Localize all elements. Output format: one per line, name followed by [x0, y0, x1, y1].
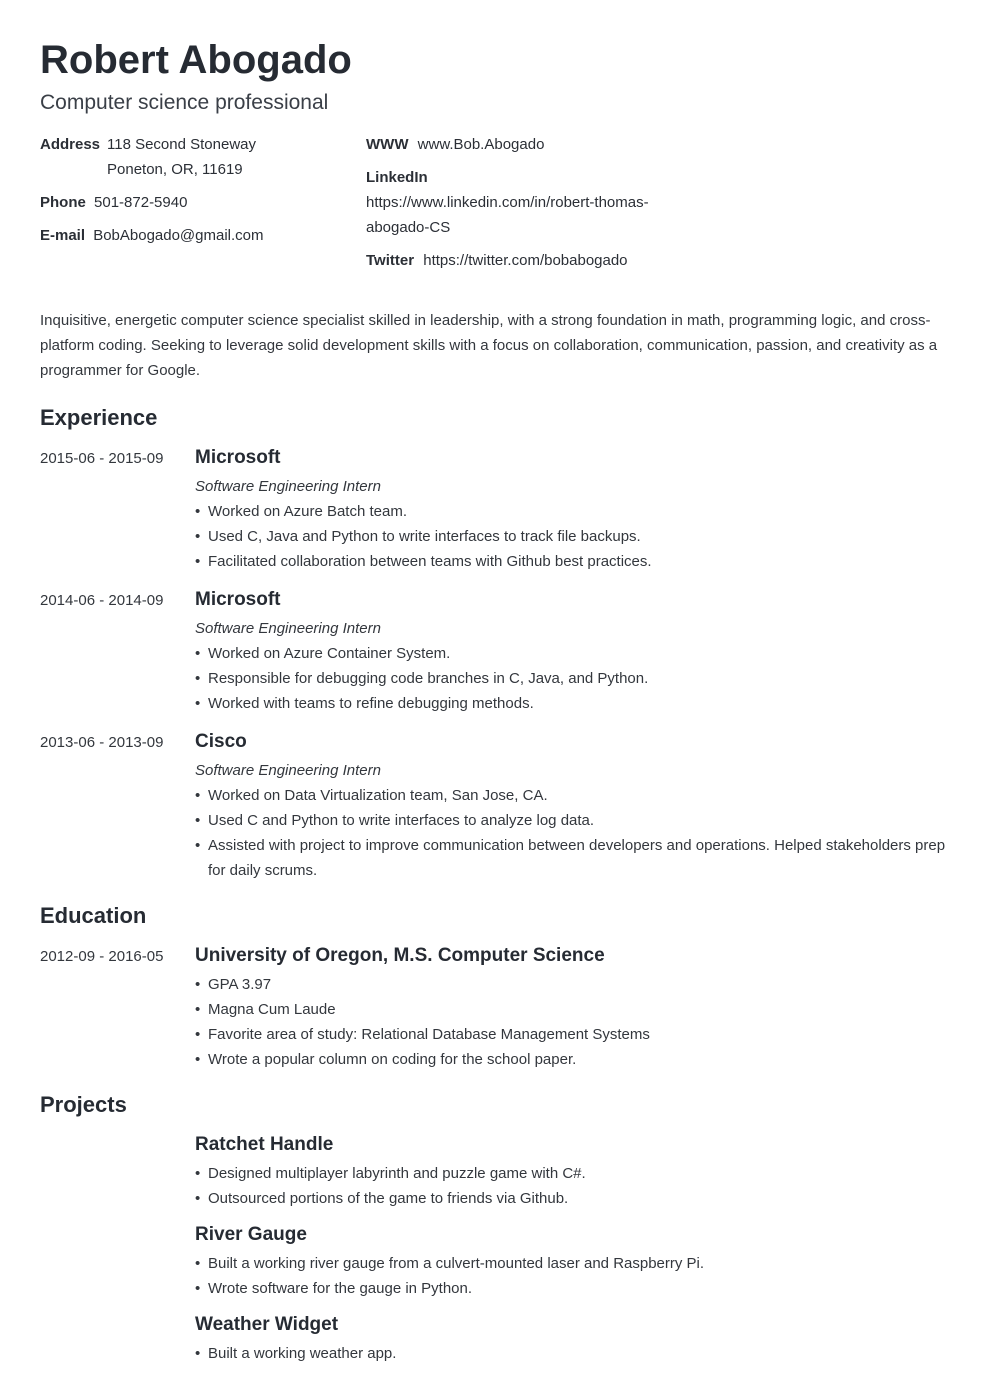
experience-body	[195, 586, 950, 716]
company-name: Cisco	[195, 731, 247, 752]
address-line-1: 118 Second Stoneway	[107, 136, 256, 153]
projects-section	[40, 1091, 950, 1366]
experience-section	[40, 404, 950, 883]
experience-bullet-item	[195, 549, 950, 574]
company-name: Microsoft	[195, 589, 281, 610]
education-bullet-item	[195, 997, 950, 1022]
phone-row	[40, 190, 187, 215]
experience-bullets	[195, 499, 950, 574]
bullet-dot-icon: •	[195, 645, 201, 662]
linkedin-value[interactable]	[366, 190, 649, 240]
experience-body	[195, 444, 950, 574]
project-bullet-text: Outsourced portions of the game to friends via Github.	[208, 1190, 569, 1207]
experience-bullet-text: Used C and Python to write interfaces to analyze log data.	[208, 812, 595, 829]
experience-bullet-item	[195, 524, 950, 549]
education-date: 2012-09 - 2016-05	[40, 948, 164, 965]
bullet-dot-icon: •	[195, 528, 201, 545]
experience-bullet-item	[195, 641, 950, 666]
bullet-dot-icon: •	[195, 787, 201, 804]
project-bullet-text: Wrote software for the gauge in Python.	[208, 1280, 473, 1297]
email-row	[40, 223, 264, 248]
experience-date: 2015-06 - 2015-09	[40, 450, 164, 467]
bullet-dot-icon: •	[195, 1255, 201, 1272]
experience-bullet-item	[195, 833, 950, 883]
project-bullet-item	[195, 1341, 950, 1366]
project-item	[195, 1131, 950, 1211]
experience-list	[40, 444, 950, 883]
bullet-dot-icon: •	[195, 812, 201, 829]
education-bullets	[195, 972, 950, 1072]
experience-bullet-text: Responsible for debugging code branches in C, Java, and Python.	[208, 670, 649, 687]
bullet-dot-icon: •	[195, 1001, 201, 1018]
bullet-dot-icon: •	[195, 1190, 201, 1207]
address-label: Address	[40, 136, 101, 153]
experience-heading: Experience	[40, 405, 158, 430]
experience-bullet-text: Worked on Azure Container System.	[208, 645, 451, 662]
twitter-value[interactable]: https://twitter.com/bobabogado	[423, 252, 628, 269]
projects-heading: Projects	[40, 1092, 127, 1117]
education-bullet-item	[195, 1022, 950, 1047]
education-bullet-text: Magna Cum Laude	[208, 1001, 336, 1018]
experience-bullet-text: Worked on Azure Batch team.	[208, 503, 407, 520]
projects-list	[195, 1129, 950, 1366]
project-name: Weather Widget	[195, 1314, 339, 1335]
bullet-dot-icon: •	[195, 553, 201, 570]
job-role: Software Engineering Intern	[195, 478, 381, 495]
project-bullet-text: Built a working river gauge from a culvert-mounted laser and Raspberry Pi.	[208, 1255, 705, 1272]
project-name: River Gauge	[195, 1224, 307, 1245]
address-row	[40, 132, 100, 157]
bullet-dot-icon: •	[195, 1051, 201, 1068]
bullet-dot-icon: •	[195, 837, 201, 854]
experience-date: 2014-06 - 2014-09	[40, 592, 164, 609]
education-bullet-text: Wrote a popular column on coding for the school paper.	[208, 1051, 577, 1068]
education-bullet-text: Favorite area of study: Relational Database Management Systems	[208, 1026, 650, 1043]
project-bullet-item	[195, 1186, 950, 1211]
project-bullet-item	[195, 1251, 950, 1276]
candidate-name: Robert Abogado	[40, 38, 352, 82]
contact-block	[40, 132, 950, 292]
project-bullets	[195, 1251, 950, 1301]
experience-bullet-text: Worked with teams to refine debugging methods.	[208, 695, 534, 712]
bullet-dot-icon: •	[195, 1345, 201, 1362]
bullet-dot-icon: •	[195, 670, 201, 687]
company-name: Microsoft	[195, 447, 281, 468]
experience-bullet-item	[195, 499, 950, 524]
address-value	[107, 132, 256, 182]
project-name: Ratchet Handle	[195, 1134, 334, 1155]
www-value[interactable]: www.Bob.Abogado	[417, 136, 545, 153]
bullet-dot-icon: •	[195, 503, 201, 520]
summary-paragraph: Inquisitive, energetic computer science specialist skilled in leadership, with a strong foundation in math, programming logic, and cross-platform coding. Seeking to leverage solid development skills with a focus on collaboration, communication, passion, and creativity as a programmer for Google.	[40, 312, 938, 379]
experience-entry	[40, 444, 950, 574]
education-bullet-item	[195, 1047, 950, 1072]
project-item	[195, 1221, 950, 1301]
candidate-title: Computer science professional	[40, 91, 329, 114]
linkedin-label: LinkedIn	[366, 169, 428, 186]
address-line-2: Poneton, OR, 11619	[107, 161, 243, 178]
project-bullet-item	[195, 1276, 950, 1301]
job-role: Software Engineering Intern	[195, 620, 381, 637]
education-entry	[40, 942, 950, 1072]
experience-bullet-text: Facilitated collaboration between teams with Github best practices.	[208, 553, 652, 570]
experience-bullet-text: Assisted with project to improve communication between developers and operations. Helped stakeholders prep for daily scrums.	[208, 837, 946, 879]
email-label: E-mail	[40, 227, 86, 244]
education-section	[40, 902, 950, 1072]
education-list	[40, 942, 950, 1072]
email-value[interactable]: BobAbogado@gmail.com	[93, 227, 264, 244]
linkedin-row	[366, 165, 649, 240]
project-bullets	[195, 1341, 950, 1366]
experience-bullet-item	[195, 691, 950, 716]
www-row	[366, 132, 544, 157]
bullet-dot-icon: •	[195, 1165, 201, 1182]
experience-bullet-text: Worked on Data Virtualization team, San Jose, CA.	[208, 787, 548, 804]
phone-label: Phone	[40, 194, 86, 211]
phone-value[interactable]: 501-872-5940	[94, 194, 188, 211]
project-item	[195, 1311, 950, 1366]
experience-bullet-item	[195, 808, 950, 833]
projects-date-spacer	[40, 1129, 195, 1366]
experience-bullet-text: Used C, Java and Python to write interfaces to track file backups.	[208, 528, 641, 545]
linkedin-line-2[interactable]: abogado-CS	[366, 219, 451, 236]
experience-entry	[40, 586, 950, 716]
project-bullet-item	[195, 1161, 950, 1186]
experience-date: 2013-06 - 2013-09	[40, 734, 164, 751]
resume-page	[40, 36, 950, 1366]
experience-bullets	[195, 641, 950, 716]
experience-bullets	[195, 783, 950, 883]
project-bullet-text: Built a working weather app.	[208, 1345, 397, 1362]
experience-entry	[40, 728, 950, 883]
education-heading: Education	[40, 903, 147, 928]
bullet-dot-icon: •	[195, 695, 201, 712]
twitter-label: Twitter	[366, 252, 415, 269]
education-bullet-item	[195, 972, 950, 997]
school-name: University of Oregon, M.S. Computer Science	[195, 945, 605, 966]
experience-body	[195, 728, 950, 883]
education-body	[195, 942, 950, 1072]
project-bullets	[195, 1161, 950, 1211]
projects-entry	[40, 1129, 950, 1366]
education-bullet-text: GPA 3.97	[208, 976, 272, 993]
experience-bullet-item	[195, 783, 950, 808]
experience-bullet-item	[195, 666, 950, 691]
twitter-row	[366, 248, 628, 273]
bullet-dot-icon: •	[195, 1280, 201, 1297]
www-label: WWW	[366, 136, 409, 153]
project-bullet-text: Designed multiplayer labyrinth and puzzle game with C#.	[208, 1165, 586, 1182]
bullet-dot-icon: •	[195, 1026, 201, 1043]
bullet-dot-icon: •	[195, 976, 201, 993]
job-role: Software Engineering Intern	[195, 762, 381, 779]
linkedin-line-1[interactable]: https://www.linkedin.com/in/robert-thomas-	[366, 194, 649, 211]
